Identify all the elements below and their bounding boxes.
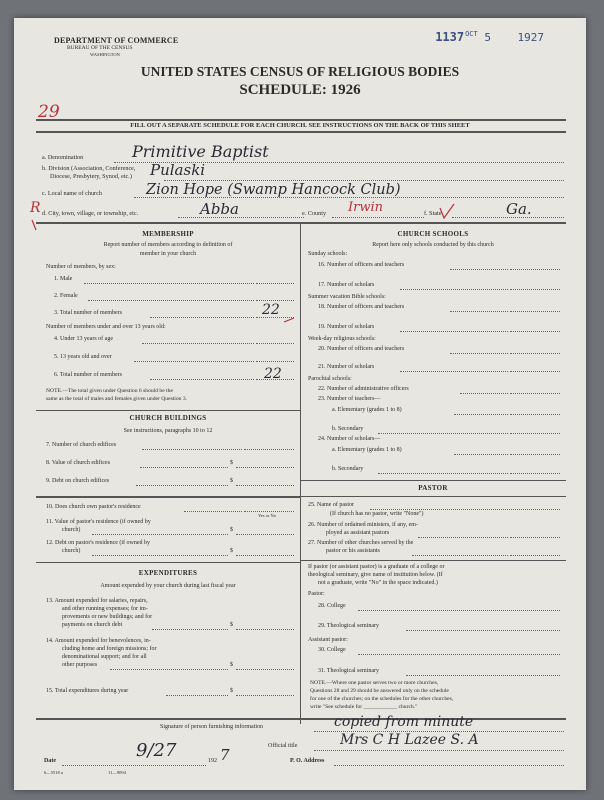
pastor-note-3: for one of the churches; on the schedules for the other churches,: [310, 696, 454, 702]
pastor-note-1: NOTE.—Where one pastor serves two or more churches,: [310, 680, 439, 686]
assistant-sublabel: Assistant pastor:: [308, 637, 348, 643]
division-label-1: b. Division (Association, Conference,: [42, 165, 136, 172]
q13-dollar: $: [230, 622, 233, 628]
official-title-label: Official title: [268, 743, 298, 749]
q12-dollar: $: [230, 548, 233, 554]
expenditures-heading: EXPENDITURES: [138, 569, 198, 577]
q23-label: 23. Number of teachers—: [318, 396, 381, 402]
schools-sub: Report here only schools conducted by this church: [372, 242, 494, 248]
q27-label-2: pastor or his assistants: [326, 548, 380, 554]
q3-label: 3. Total number of members: [54, 310, 122, 316]
stamp-month: OCT: [465, 30, 478, 38]
stamp-year: 1927: [517, 31, 544, 44]
q27-label-1: 27. Number of other churches served by the: [308, 540, 414, 546]
membership-heading: MEMBERSHIP: [142, 230, 194, 238]
q25-hint: (If church has no pastor, write "None"): [330, 511, 424, 517]
denomination-label: a. Denomination: [42, 154, 84, 161]
weekday-label: Week-day religious schools:: [308, 336, 376, 342]
county-check-mark: [440, 204, 454, 218]
q8-dollar: $: [230, 460, 233, 466]
city-label: d. City, town, village, or township, etc.: [42, 210, 139, 217]
schools-heading: CHURCH SCHOOLS: [397, 230, 469, 238]
signature-label: Signature of person furnishing information: [160, 724, 263, 730]
state-value[interactable]: Ga.: [506, 200, 532, 218]
q18-label: 18. Number of officers and teachers: [318, 304, 405, 310]
summer-label: Summer vacation Bible schools:: [308, 294, 386, 300]
year-prefix: 192: [208, 758, 217, 764]
q14-line-4: other purposes: [62, 662, 98, 668]
age-label: Number of members under and over 13 years old:: [46, 324, 166, 330]
q6-label: 6. Total number of members: [54, 372, 122, 378]
q15-dollar: $: [230, 688, 233, 694]
q14-dollar: $: [230, 662, 233, 668]
pastor-note-2: Questions 28 and 29 should be answered only on the schedule: [310, 688, 449, 694]
buildings-heading: CHURCH BUILDINGS: [129, 414, 207, 422]
year-suffix[interactable]: 7: [220, 746, 230, 764]
q15-label: 15. Total expenditures during year: [46, 688, 129, 694]
date-value[interactable]: 9/27: [136, 740, 177, 761]
pastor-note-4: write "See schedule for ____________ church.": [310, 704, 418, 710]
po-address-label: P. O. Address: [290, 758, 325, 764]
q31-label: 31. Theological seminary: [318, 668, 380, 674]
q2-label: 2. Female: [54, 293, 78, 299]
membership-sub-2: member in your church: [139, 251, 197, 257]
margin-mark: R: [30, 200, 41, 216]
q26-label-1: 26. Number of ordained ministers, if any, em-: [308, 522, 418, 528]
division-value[interactable]: Pulaski: [150, 161, 206, 179]
q19-label: 19. Number of scholars: [318, 324, 375, 330]
q1-label: 1. Male: [54, 276, 73, 282]
county-label: e. County: [302, 210, 327, 217]
grad-instruction-1: If pastor (or assistant pastor) is a graduate of a college or: [308, 564, 445, 570]
q30-label: 30. College: [318, 647, 346, 653]
parochial-label: Parochial schools:: [308, 376, 352, 382]
grad-instruction-3: not a graduate, write "No" in the space indicated.): [318, 580, 438, 586]
membership-note-1: NOTE.—The total given under Question 6 should be the: [46, 388, 173, 394]
grad-instruction-2: theological seminary, give name of institution below. (If: [308, 572, 443, 578]
membership-note-2: same as the total of males and females given under Question 3.: [46, 396, 188, 402]
q25-label: 25. Name of pastor: [308, 502, 354, 508]
q14-line-1: 14. Amount expended for benevolences, in-: [46, 638, 151, 644]
date-label: Date: [44, 758, 56, 764]
q17-label: 17. Number of scholars: [318, 282, 375, 288]
buildings-sub: See instructions, paragraphs 10 to 12: [123, 428, 213, 434]
q14-line-3: denominational support; and for all: [62, 654, 147, 660]
sunday-label: Sunday schools:: [308, 251, 348, 257]
q16-label: 16. Number of officers and teachers: [318, 262, 405, 268]
q9-dollar: $: [230, 478, 233, 484]
handwritten-number: 29: [38, 102, 60, 122]
q6-value[interactable]: 22: [264, 366, 282, 382]
stamp-day: 5: [484, 31, 491, 44]
q8-label: 8. Value of church edifices: [46, 460, 111, 466]
q9-label: 9. Debt on church edifices: [46, 478, 110, 484]
q21-label: 21. Number of scholars: [318, 364, 375, 370]
pastor-sublabel: Pastor:: [308, 591, 325, 597]
bureau-label: BUREAU OF THE CENSUS: [67, 45, 133, 51]
q13-line-3: provements or new buildings; and for: [62, 614, 153, 620]
form-number: 6—5518 a: [44, 770, 63, 775]
q14-line-2: cluding home and foreign missions; for: [62, 646, 157, 652]
instruction-line: FILL OUT A SEPARATE SCHEDULE FOR EACH CHURCH. SEE INSTRUCTIONS ON THE BACK OF THIS SHEET: [130, 122, 470, 129]
church-name-label: c. Local name of church: [42, 190, 102, 197]
q24-label: 24. Number of scholars—: [318, 436, 381, 442]
state-label: f. State: [424, 210, 442, 217]
yes-no-hint: Yes or No: [258, 513, 277, 518]
q26-label-2: ployed as assistant pastors: [326, 530, 390, 536]
q12-label-1: 12. Debt on pastor's residence (if owned by: [46, 540, 151, 546]
department-label: DEPARTMENT OF COMMERCE: [54, 36, 179, 45]
pen-marks: [14, 18, 586, 790]
q3-value[interactable]: 22: [262, 302, 280, 318]
q7-label: 7. Number of church edifices: [46, 442, 117, 448]
expenditures-sub: Amount expended by your church during last fiscal year: [100, 583, 236, 589]
county-value[interactable]: Irwin: [348, 200, 384, 215]
q23b-label: b. Secondary: [332, 426, 364, 432]
q11-label-1: 11. Value of pastor's residence (if owned by: [46, 519, 151, 525]
by-sex-label: Number of members, by sex:: [46, 264, 116, 270]
church-name-value[interactable]: Zion Hope (Swamp Hancock Club): [146, 182, 401, 198]
margin-tick-mark: [32, 220, 36, 230]
q24a-label: a. Elementary (grades 1 to 8): [332, 447, 402, 453]
print-number: 11—9094: [108, 770, 126, 775]
stamp-number: 1137: [435, 30, 465, 44]
location-label: WASHINGTON: [90, 52, 120, 57]
q20-label: 20. Number of officers and teachers: [318, 346, 405, 352]
denomination-value[interactable]: Primitive Baptist: [132, 142, 269, 161]
census-schedule-form: [14, 18, 586, 790]
form-subtitle: SCHEDULE: 1926: [239, 82, 361, 98]
city-value[interactable]: Abba: [200, 200, 239, 218]
q24b-label: b. Secondary: [332, 466, 364, 472]
q13-line-2: and other running expenses; for im-: [62, 606, 148, 612]
q5-label: 5. 13 years old and over: [54, 354, 112, 360]
q10-label: 10. Does church own pastor's residence: [46, 504, 141, 510]
membership-sub-1: Report number of members according to definition of: [103, 242, 233, 248]
form-title: UNITED STATES CENSUS OF RELIGIOUS BODIES: [140, 64, 460, 79]
official-title-value[interactable]: Mrs C H Lazee S. A: [340, 732, 479, 748]
q22-label: 22. Number of administrative officers: [318, 386, 409, 392]
q4-label: 4. Under 13 years of age: [54, 336, 113, 342]
q13-line-4: payments on church debt: [62, 622, 123, 628]
q13-line-1: 13. Amount expended for salaries, repairs,: [46, 598, 148, 604]
q28-label: 28. College: [318, 603, 346, 609]
q23a-label: a. Elementary (grades 1 to 8): [332, 407, 402, 413]
q29-label: 29. Theological seminary: [318, 623, 380, 629]
pastor-heading: PASTOR: [418, 484, 448, 492]
q11-label-2: church): [62, 527, 81, 533]
signature-value[interactable]: copied from minute: [334, 714, 474, 730]
division-label-2: Diocese, Presbytery, Synod, etc.): [50, 173, 132, 180]
q11-dollar: $: [230, 527, 233, 533]
q3-check-mark: [284, 318, 294, 322]
q12-label-2: church): [62, 548, 81, 554]
